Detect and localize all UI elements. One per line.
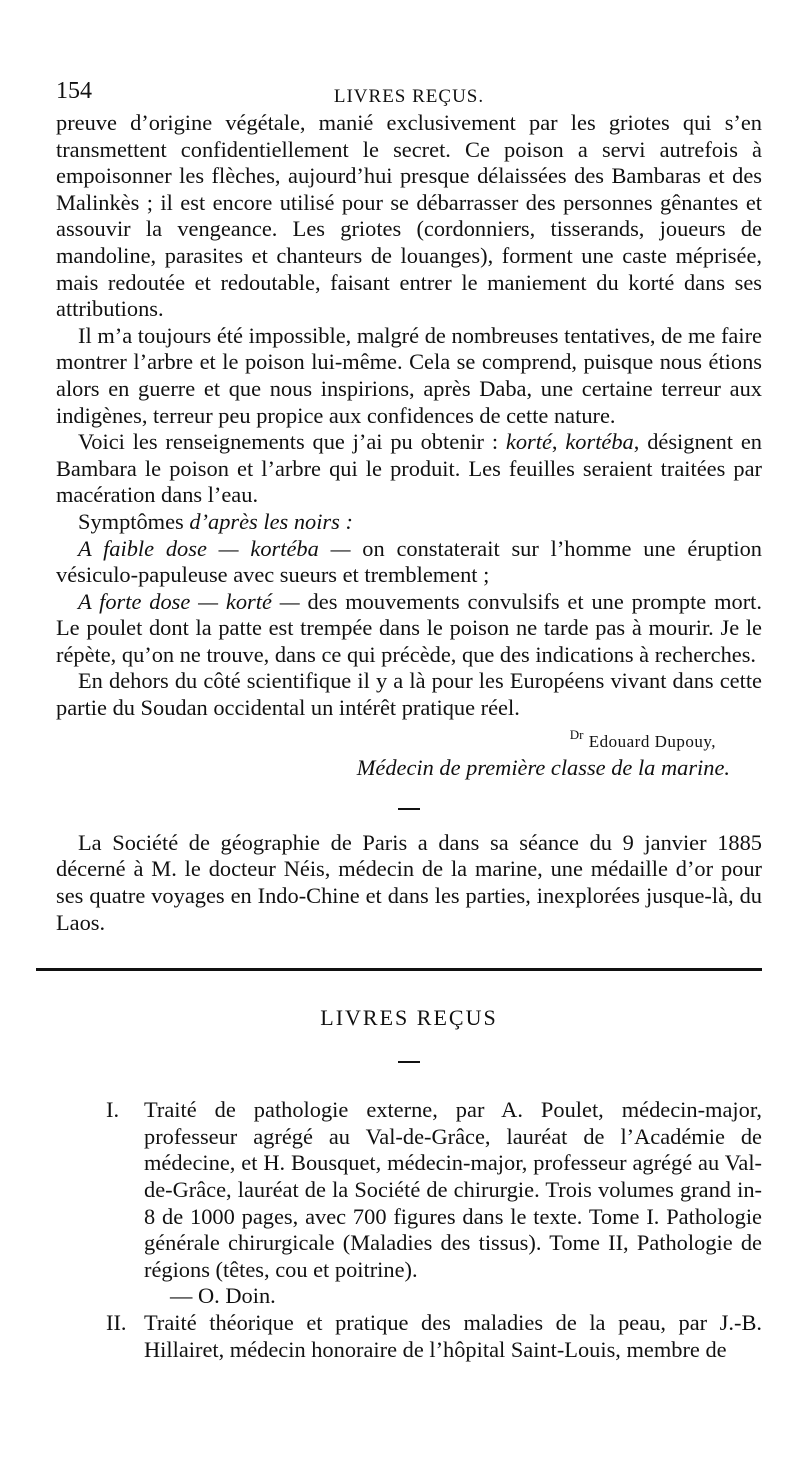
entry-text: Traité théorique et pratique des maladies de la peau, par J.-B. Hillairet, médecin honoraire de l’hôpital Saint-Louis, membre de bbox=[144, 1309, 762, 1362]
closing-paragraph: En dehors du côté scientifique il y a là pour les Européens vivant dans cette partie du Soudan occidental un intérêt pratique réel. bbox=[56, 668, 762, 721]
entry-number: II. bbox=[106, 1309, 127, 1335]
term-korte: korté bbox=[505, 429, 552, 455]
book-entry bbox=[56, 1097, 762, 1310]
page-header bbox=[56, 70, 762, 110]
symptoms-source: d’après les noirs : bbox=[189, 508, 353, 534]
info-text-after: , désignent en Bambara le poison et l’arbre qui le produit. Les feuilles seraient traitées par macération dans l’eau. bbox=[56, 429, 762, 508]
symptoms-lead: Symptômes bbox=[78, 508, 190, 534]
separator-dash bbox=[398, 808, 420, 810]
entry-text-block bbox=[144, 1097, 762, 1310]
page bbox=[56, 70, 762, 1363]
section-rule bbox=[36, 968, 762, 971]
signature-title: Médecin de première classe de la marine. bbox=[356, 755, 730, 781]
entry-text: Traité de pathologie externe, par A. Poulet, médecin-major, professeur agrégé au Val-de-Grâce, lauréat de l’Académie de médecine, et H. Bousquet, médecin-major, professeur agrégé au Val-de-Grâce, lauréat de la Société de chirurgie. Trois volumes grand in-8 de 1000 pages, avec 700 figures dans le texte. Tome I. Pathologie générale chirurgicale (Maladies des tissus). Tome II, Pathologie de régions (têtes, cou et poitrine). bbox=[144, 1097, 762, 1282]
symptoms-heading bbox=[56, 509, 762, 536]
entry-number: I. bbox=[106, 1097, 120, 1123]
info-text: Voici les renseignements que j’ai pu obtenir : bbox=[78, 429, 506, 455]
info-separator: , bbox=[551, 429, 566, 455]
section-title: LIVRES REÇUS bbox=[320, 1005, 498, 1031]
article-paragraph: Il m’a toujours été impossible, malgré de nombreuses tentatives, de me faire montrer l’arbre et le poison lui-même. Cela se comprend, puisque nous étions alors en guerre et que nous inspirions, après Daba, une certaine terreur aux indigènes, terreur peu propice aux confidences de cette nature. bbox=[56, 322, 762, 428]
dose-high-text: des mouvements convulsifs et une prompte mort. Le poulet dont la patte est trempée dans le poison ne tarde pas à mourir. Je le répète, qu’on ne trouve, dans ce qui précède, que des indications à recherches. bbox=[56, 588, 762, 667]
article-paragraph: preuve d’origine végétale, manié exclusivement par les griotes qui s’en transmettent confidentiellement le secret. Ce poison a servi autrefois à empoisonner les flèches, aujourd’hui presque délaissées des Bambaras et des Malinkès ; il est encore utilisé pour se débarrasser des personnes gênantes et assouvir la vengeance. Les griotes (cordonniers, tisserands, joueurs de mandoline, parasites et chanteurs de louanges), forment une caste méprisée, mais redoutée et redoutable, faisant entrer le maniement du korté dans ses attributions. bbox=[56, 110, 762, 322]
dose-high-label: A forte dose — korté — bbox=[78, 588, 300, 614]
entry-text-block bbox=[144, 1310, 762, 1363]
notice-paragraph: La Société de géographie de Paris a dans sa séance du 9 janvier 1885 décerné à M. le docteur Néis, médecin de la marine, une médaille d’or pour ses quatre voyages en Indo-Chine et dans les parties, inexplorées jusque-là, du Laos. bbox=[56, 829, 762, 935]
dose-low-text: on constaterait sur l’homme une éruption vésiculo-papuleuse avec sueurs et tremblement ; bbox=[56, 535, 762, 588]
dose-high-paragraph bbox=[56, 589, 762, 669]
entry-publisher: — O. Doin. bbox=[170, 1283, 276, 1309]
dose-low-label: A faible dose — kortéba — bbox=[78, 535, 351, 561]
page-number: 154 bbox=[56, 78, 92, 104]
book-entry bbox=[56, 1310, 762, 1363]
signature-prefix: Dr bbox=[569, 726, 584, 742]
separator-dash bbox=[398, 1061, 420, 1063]
running-title: LIVRES REÇUS. bbox=[333, 86, 485, 107]
dose-low-paragraph bbox=[56, 536, 762, 589]
term-korteba: kortéba bbox=[565, 429, 634, 455]
info-paragraph bbox=[56, 429, 762, 509]
signature-author: Edouard Dupouy, bbox=[588, 731, 716, 751]
signature-name bbox=[56, 722, 762, 756]
